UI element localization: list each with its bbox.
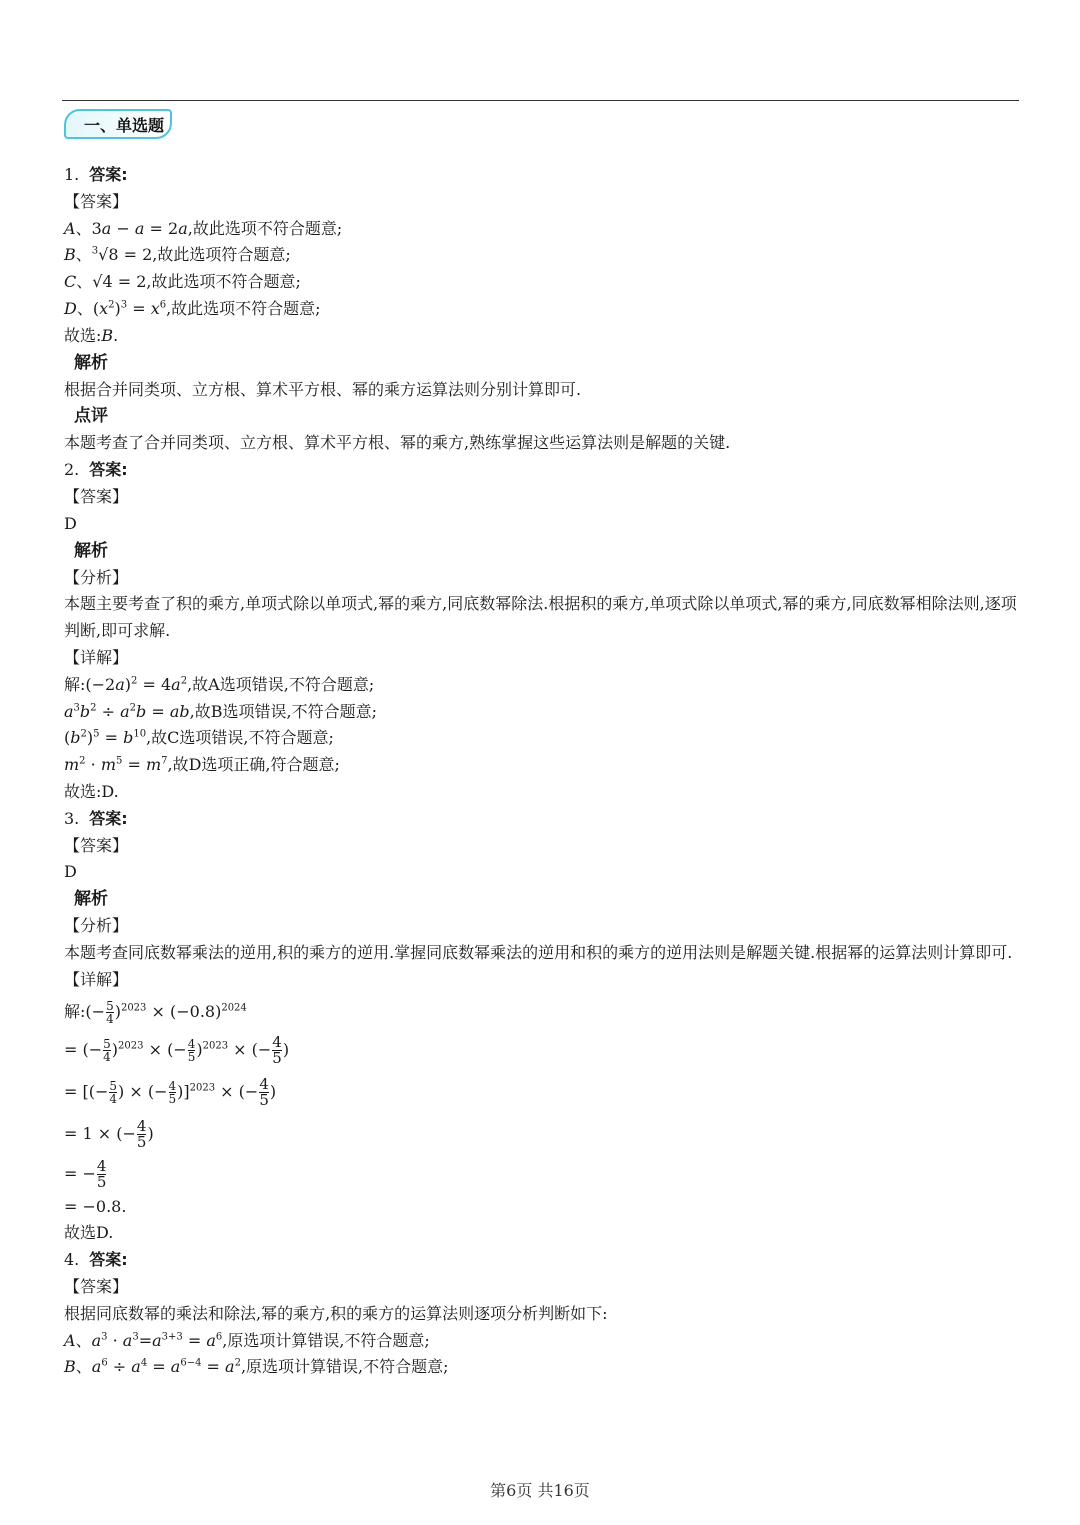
question-number: 4. — [64, 1250, 80, 1270]
option-label: A — [64, 218, 76, 238]
detail-text: ,故D选项正确,符合题意; — [167, 755, 340, 775]
answer-tag: 【答案】 — [64, 835, 129, 855]
question-number: 3. — [64, 808, 80, 828]
answer-value: D — [64, 513, 77, 533]
detail-line-3: $(b^2)^5 = b^{10}$,故C选项错误,不符合题意; — [64, 728, 334, 748]
answer-tag: 【答案】 — [64, 1276, 129, 1296]
question-2-header — [64, 457, 1024, 484]
question-1-header — [64, 162, 1024, 189]
option-label: A — [64, 1330, 76, 1350]
option-label: B — [64, 245, 76, 265]
analysis-text: 根据合并同类项、立方根、算术平方根、幂的乘方运算法则分别计算即可. — [64, 379, 582, 399]
section-badge: 一、单选题 — [64, 109, 172, 139]
detail-step-1: 解:(− $\frac{5}{4}$ )$^{2023} \times (-0.8)^{2024}$ — [64, 998, 247, 1026]
answer-heading: 答案: — [89, 808, 128, 828]
detail-tag: 【详解】 — [64, 647, 129, 667]
header-rule — [62, 100, 1019, 101]
option-a-text: ,故此选项不符合题意; — [187, 218, 343, 238]
analysis-title: 解析 — [74, 352, 108, 373]
option-c-line: C、√4 = 2,故此选项不符合题意; — [64, 272, 301, 292]
analysis-title: 解析 — [74, 889, 108, 910]
detail-text: ,故B选项错误,不符合题意; — [189, 701, 377, 721]
analysis-title: 解析 — [74, 540, 108, 561]
intro-text: 根据同底数幂的乘法和除法,幂的乘方,积的乘方的运算法则逐项分析判断如下: — [64, 1303, 608, 1323]
question-4 — [64, 1247, 1024, 1381]
answer-tag: 【答案】 — [64, 486, 129, 506]
detail-result: = −0.8. — [64, 1196, 127, 1216]
option-b-text: ,原选项计算错误,不符合题意; — [240, 1357, 449, 1377]
question-4-header — [64, 1247, 1024, 1274]
detail-line-2: $a^3b^2 \div a^2b$ = ab,故B选项错误,不符合题意; — [64, 701, 377, 721]
answer-heading: 答案: — [89, 1250, 128, 1270]
question-3 — [64, 806, 1024, 1247]
question-3-header — [64, 806, 1024, 833]
choice-line: 故选:D. — [64, 781, 119, 801]
fenxi-tag: 【分析】 — [64, 567, 129, 587]
fenxi-text: 本题主要考查了积的乘方,单项式除以单项式,幂的乘方,同底数幂除法.根据积的乘方,单项式除以单项式,幂的乘方,同底数幂相除法则,逐项判断,即可求解. — [64, 594, 1017, 641]
choice-value: B — [101, 325, 114, 345]
option-b-line: B、$a^6 \div a^4 = a^{6-4} = a^2$,原选项计算错误,不符合题意; — [64, 1357, 449, 1377]
option-b-text: ,故此选项符合题意; — [152, 245, 291, 265]
option-d-line: D、$(x^2)^3 = x^6$,故此选项不符合题意; — [64, 298, 321, 318]
question-2 — [64, 457, 1024, 806]
option-d-text: ,故此选项不符合题意; — [166, 298, 321, 318]
fenxi-tag: 【分析】 — [64, 916, 129, 936]
detail-step-5: = − $\frac{4}{5}$ — [64, 1156, 107, 1191]
page-footer: 第6页 共16页 — [490, 1481, 590, 1500]
answer-tag: 【答案】 — [64, 191, 129, 211]
option-c-text: ,故此选项不符合题意; — [146, 272, 301, 292]
comment-text: 本题考查了合并同类项、立方根、算术平方根、幂的乘方,熟练掌握这些运算法则是解题的关键. — [64, 433, 731, 453]
detail-line-4: $m^2 \cdot m^5 = m^7$,故D选项正确,符合题意; — [64, 755, 340, 775]
option-label: C — [64, 272, 77, 292]
option-label: D — [64, 298, 77, 318]
option-b-line: B、$^3$√8 = 2,故此选项符合题意; — [64, 245, 291, 265]
question-number: 2. — [64, 460, 80, 480]
option-a-line: A、3a − a = 2a,故此选项不符合题意; — [64, 218, 343, 238]
option-a-line: A、$a^3 \cdot a^3=a^{3+3} = a^6$,原选项计算错误,不符合题意; — [64, 1330, 430, 1350]
choice-prefix: 故选: — [64, 325, 102, 345]
option-label: B — [64, 1357, 76, 1377]
answer-value: D — [64, 862, 77, 882]
document-body — [64, 162, 1024, 1381]
answer-heading: 答案: — [89, 165, 128, 184]
choice-line: 故选D. — [64, 1223, 114, 1243]
fenxi-text: 本题考查同底数幂乘法的逆用,积的乘方的逆用.掌握同底数幂乘法的逆用和积的乘方的逆用法则是解题关键.根据幂的运算法则计算即可. — [64, 942, 1013, 962]
detail-prefix: 解: — [64, 1001, 86, 1021]
question-1 — [64, 162, 1024, 457]
detail-prefix: 解: — [64, 674, 86, 694]
detail-text: ,故C选项错误,不符合题意; — [146, 728, 334, 748]
answer-heading: 答案: — [89, 460, 128, 480]
question-number: 1. — [64, 165, 80, 184]
detail-step-4: = 1 × (− $\frac{4}{5}$ ) — [64, 1116, 154, 1151]
comment-title: 点评 — [74, 406, 108, 427]
detail-step-2: = (− $\frac{5}{4}$ )$^{2023}$ × (− $\frac{4}{5}$ )$^{2023}$ × (− $\frac{4}{5}$ ) — [64, 1032, 290, 1067]
detail-line-1: 解$:(-2a)^2 = 4a^2$,故A选项错误,不符合题意; — [64, 674, 375, 694]
detail-text: ,故A选项错误,不符合题意; — [187, 674, 375, 694]
detail-step-3: = [(− $\frac{5}{4}$ ) × (− $\frac{4}{5}$ )]$^{2023}$ × (− $\frac{4}{5}$ ) — [64, 1074, 277, 1109]
option-a-text: ,原选项计算错误,不符合题意; — [222, 1330, 430, 1350]
choice-line: 故选:B. — [64, 325, 119, 345]
detail-tag: 【详解】 — [64, 969, 129, 989]
